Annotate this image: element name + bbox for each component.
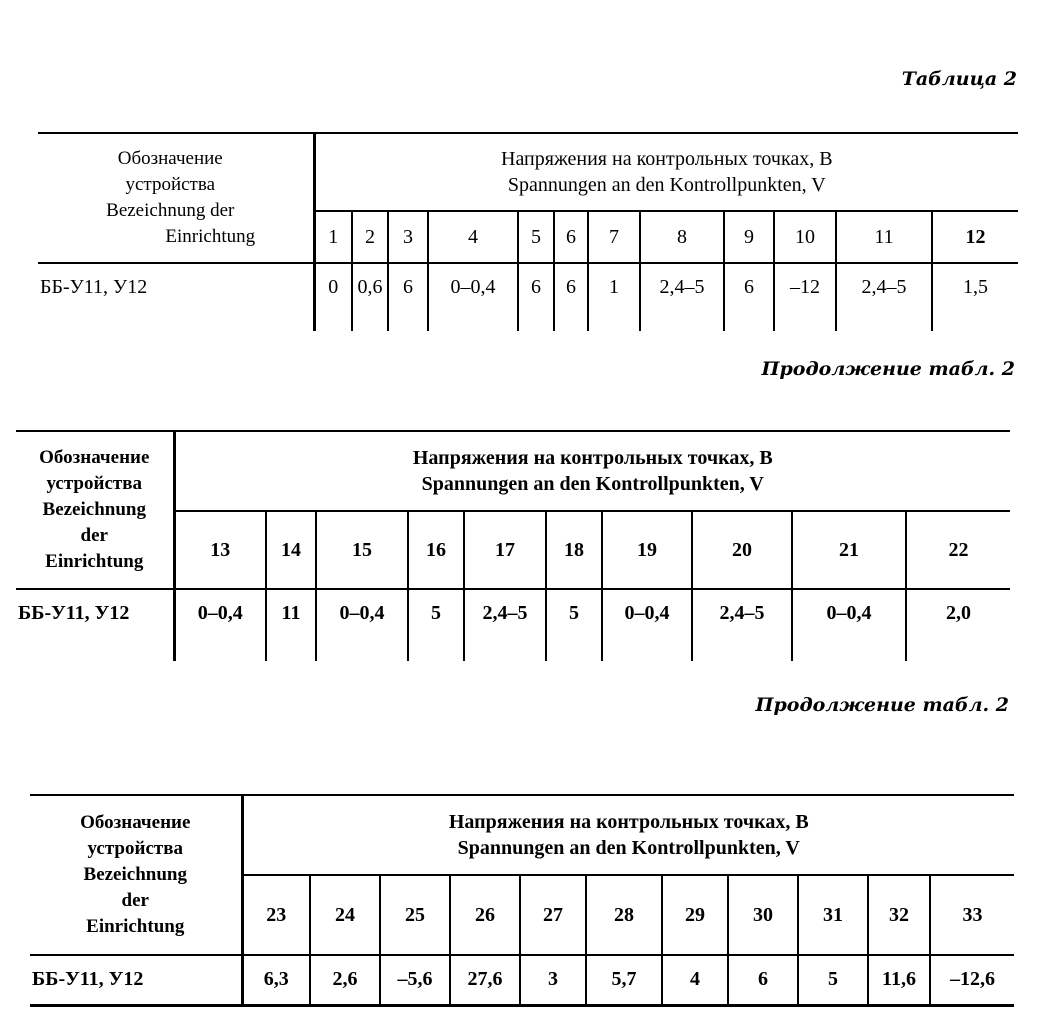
voltage-value: 5: [546, 589, 602, 661]
point-number: 6: [554, 211, 588, 263]
voltage-header: Напряжения на контрольных точках, В Spannungen an den Kontrollpunkten, V: [314, 133, 1018, 211]
point-number: 7: [588, 211, 640, 263]
point-number: 12: [965, 225, 986, 248]
voltage-value: 5: [798, 955, 868, 1005]
voltage-value: 2,4–5: [464, 589, 546, 661]
voltage-value: 0–0,4: [174, 589, 266, 661]
voltage-value: 6: [728, 955, 798, 1005]
point-number: 19: [602, 511, 692, 589]
point-number: 28: [586, 875, 662, 955]
point-number: 3: [388, 211, 428, 263]
point-number: 8: [640, 211, 724, 263]
device-name: ББ-У11, У12: [30, 955, 242, 1005]
voltage-value: 2,6: [310, 955, 380, 1005]
point-number: 32: [868, 875, 930, 955]
point-number: 11: [836, 211, 932, 263]
point-number: 30: [728, 875, 798, 955]
voltage-value: 1: [588, 263, 640, 331]
voltage-value: 6,3: [242, 955, 310, 1005]
point-number: 31: [798, 875, 868, 955]
device-name: ББ-У11, У12: [16, 589, 174, 661]
point-number: 13: [174, 511, 266, 589]
table-caption: Таблица 2: [901, 68, 1017, 90]
point-number: 2: [352, 211, 388, 263]
point-number: 10: [774, 211, 836, 263]
point-number: 24: [310, 875, 380, 955]
point-number: 16: [408, 511, 464, 589]
point-number: 23: [242, 875, 310, 955]
voltage-value: –5,6: [380, 955, 450, 1005]
voltage-value: –12,6: [930, 955, 1014, 1005]
voltage-value: 0–0,4: [316, 589, 408, 661]
voltage-value: 3: [520, 955, 586, 1005]
voltage-value: 5: [408, 589, 464, 661]
voltage-value: 6: [554, 263, 588, 331]
voltage-value: 0–0,4: [792, 589, 906, 661]
point-number: 29: [662, 875, 728, 955]
device-name: ББ-У11, У12: [38, 263, 314, 331]
point-number: 14: [266, 511, 316, 589]
voltage-value: 2,4–5: [692, 589, 792, 661]
point-number: 17: [464, 511, 546, 589]
point-number: 25: [380, 875, 450, 955]
voltage-value: 6: [388, 263, 428, 331]
voltage-value: 1,5: [932, 263, 1018, 331]
voltage-header: Напряжения на контрольных точках, В Spannungen an den Kontrollpunkten, V: [242, 795, 1014, 875]
device-header: Обозначение устройства Bezeichnung der Einrichtung: [38, 133, 314, 263]
voltage-table-2: [16, 430, 1010, 661]
point-number: 4: [428, 211, 518, 263]
continuation-caption: Продолжение табл. 2: [755, 694, 1009, 716]
voltage-value: 6: [518, 263, 554, 331]
voltage-value: 11: [266, 589, 316, 661]
point-number: 22: [948, 538, 969, 561]
voltage-value: –12: [774, 263, 836, 331]
voltage-value: 0–0,4: [602, 589, 692, 661]
voltage-value: 0–0,4: [428, 263, 518, 331]
voltage-table-3: [30, 794, 1014, 1007]
point-number: 9: [724, 211, 774, 263]
point-number: 1: [314, 211, 352, 263]
point-number: 26: [450, 875, 520, 955]
voltage-value: 6: [724, 263, 774, 331]
continuation-caption: Продолжение табл. 2: [761, 358, 1015, 380]
voltage-header: Напряжения на контрольных точках, В Spannungen an den Kontrollpunkten, V: [174, 431, 1010, 511]
voltage-value: 27,6: [450, 955, 520, 1005]
point-number: 20: [692, 511, 792, 589]
voltage-table-1: [38, 132, 1018, 331]
device-header: Обозначение устройства Bezeichnung der Einrichtung: [30, 795, 242, 955]
point-number: 27: [520, 875, 586, 955]
device-header: Обозначение устройства Bezeichnung der Einrichtung: [16, 431, 174, 589]
voltage-value: 2,4–5: [836, 263, 932, 331]
voltage-value: 0: [314, 263, 352, 331]
voltage-value: 11,6: [868, 955, 930, 1005]
voltage-value: 2,4–5: [640, 263, 724, 331]
point-number: 33: [962, 903, 983, 926]
voltage-value: 2,0: [906, 589, 1010, 661]
voltage-value: 0,6: [352, 263, 388, 331]
point-number: 5: [518, 211, 554, 263]
point-number: 18: [546, 511, 602, 589]
point-number: 21: [792, 511, 906, 589]
voltage-value: 5,7: [586, 955, 662, 1005]
point-number: 15: [316, 511, 408, 589]
voltage-value: 4: [662, 955, 728, 1005]
